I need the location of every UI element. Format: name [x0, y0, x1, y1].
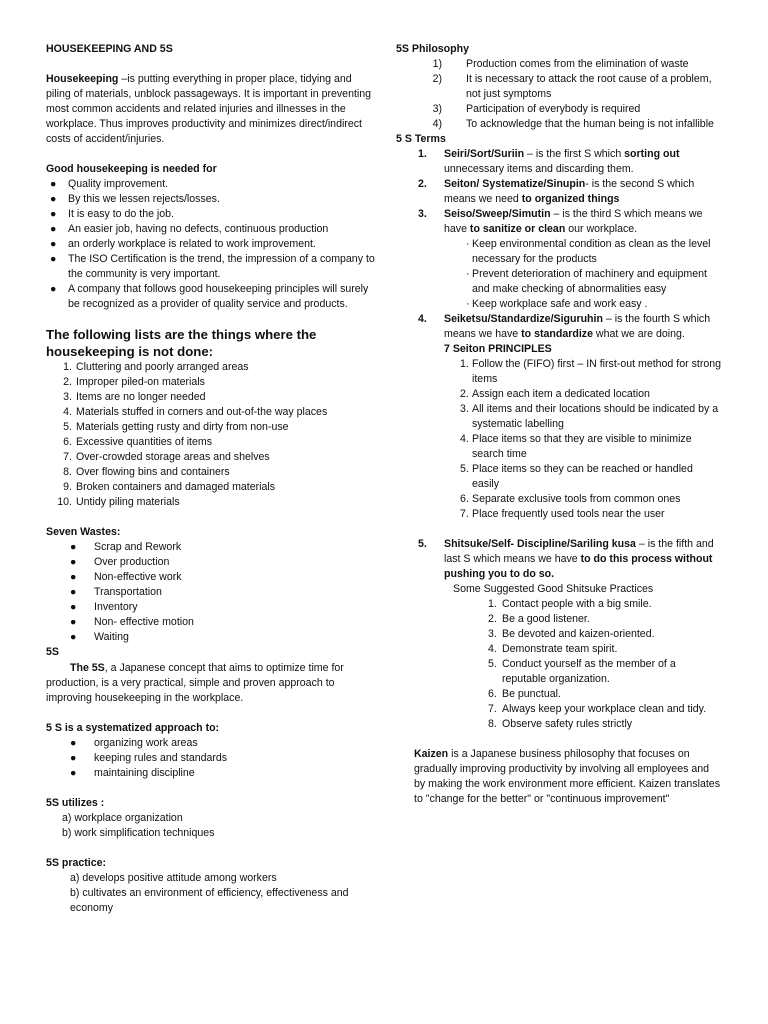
bullet-icon: ● — [70, 541, 77, 553]
terms-heading: 5 S Terms — [396, 133, 446, 145]
list-item: a) develops positive attitude among workers — [70, 872, 277, 884]
list-item: ● A company that follows good housekeeping principles will surely be recognized as a provider of quality service and products. — [46, 282, 376, 312]
list-item: ● Over production — [46, 555, 376, 570]
utilizes-heading: 5S utilizes : — [46, 797, 105, 809]
notdone-list — [46, 360, 376, 510]
list-item: 6. Excessive quantities of items — [63, 436, 213, 448]
list-item: ● Inventory — [46, 600, 376, 615]
term-seiri: 1. Seiri/Sort/Suriin – is the first S which sorting out unnecessary items and discarding them. — [418, 148, 680, 175]
list-item: ● Scrap and Rework — [46, 540, 376, 555]
list-item: ● It is easy to do the job. — [46, 207, 376, 222]
term-seiketsu: 4. Seiketsu/Standardize/Siguruhin – is the fourth S which means we have to standardize what we are doing. — [418, 313, 711, 340]
list-item: 9. Broken containers and damaged materials — [63, 481, 276, 493]
kaizen-paragraph: Kaizen is a Japanese business philosophy that focuses on gradually improving productivity by involving all employees and by making the work environment more efficient. Kaizen translates to "change for the better" or "continuous improvement" — [414, 748, 720, 805]
bullet-icon: ● — [50, 178, 57, 190]
bullet-icon: ● — [50, 283, 57, 295]
list-item: 4. Place items so that they are visible to minimize search time — [460, 433, 692, 460]
list-item: ● The ISO Certification is the trend, the impression of a company to the community is very important. — [46, 252, 376, 282]
left-column — [46, 42, 376, 916]
term-shitsuke: 5. Shitsuke/Self- Discipline/Sariling kusa – is the fifth and last S which means we have to do this process without pushing you to do so. — [418, 538, 714, 580]
wastes-heading: Seven Wastes: — [46, 526, 121, 538]
list-item: 2. Improper piled-on materials — [63, 376, 205, 388]
list-item: b) cultivates an environment of efficiency, effectiveness and economy — [70, 887, 349, 914]
list-item: 3. Items are no longer needed — [63, 391, 206, 403]
term-seiso: 3. Seiso/Sweep/Simutin – is the third S which means we have to sanitize or clean our workplace. — [418, 208, 703, 235]
bullet-icon: ● — [70, 586, 77, 598]
seiton-principles-heading: 7 Seiton PRINCIPLES — [444, 343, 552, 355]
housekeeping-term: Housekeeping — [46, 73, 119, 85]
term-seiton: 2. Seiton/ Systematize/Sinupin- is the second S which means we need to organized things — [418, 178, 695, 205]
list-item: 4) To acknowledge that the human being is not infallible — [432, 118, 714, 130]
housekeeping-def-text: –is putting everything in proper place, tidying and piling of materials, unblock passageways. It is important in preventing most common accidents and related injuries and illnesses in the workplace. Thus improves productivity and minimizes direct/indirect costs of accident/injuries. — [46, 73, 372, 145]
list-item: 7. Always keep your workplace clean and tidy. — [488, 703, 707, 715]
systematized-list — [46, 736, 376, 781]
list-item: 2. Be a good listener. — [488, 613, 590, 625]
list-item: 5. Materials getting rusty and dirty from non-use — [63, 421, 289, 433]
list-item: a) workplace organization — [62, 812, 183, 824]
document-title: HOUSEKEEPING AND 5S — [46, 43, 173, 55]
right-column — [396, 42, 722, 807]
list-item: 1. Cluttering and poorly arranged areas — [63, 361, 249, 373]
list-item: ● an orderly workplace is related to work improvement. — [46, 237, 376, 252]
list-item: 8. Over flowing bins and containers — [63, 466, 230, 478]
list-item: ● Non-effective work — [46, 570, 376, 585]
list-item: 1) Production comes from the elimination of waste — [432, 58, 689, 70]
philosophy-list — [396, 57, 722, 132]
utilizes-list — [46, 811, 376, 841]
shitsuke-heading: Some Suggested Good Shitsuke Practices — [453, 583, 654, 595]
list-item: ● An easier job, having no defects, continuous production — [46, 222, 376, 237]
list-item: 10. Untidy piling materials — [57, 496, 180, 508]
seiton-principles-list — [396, 357, 722, 522]
needed-heading: Good housekeeping is needed for — [46, 163, 217, 175]
shitsuke-list — [396, 597, 722, 732]
list-item: 3. Be devoted and kaizen-oriented. — [488, 628, 655, 640]
list-item: · Keep environmental condition as clean as the level necessary for the products — [466, 238, 711, 265]
bullet-icon: ● — [50, 193, 57, 205]
list-item: 5. Place items so they can be reached or handled easily — [460, 463, 693, 490]
bullet-icon: ● — [50, 208, 57, 220]
list-item: ● keeping rules and standards — [46, 751, 376, 766]
bullet-icon: ● — [50, 238, 57, 250]
notdone-heading: The following lists are the things where the housekeeping is not done: — [46, 327, 317, 359]
list-item: 4. Materials stuffed in corners and out-of-the way places — [63, 406, 328, 418]
list-item: 6. Separate exclusive tools from common ones — [460, 493, 681, 505]
list-item: 7. Over-crowded storage areas and shelves — [63, 451, 270, 463]
wastes-list — [46, 540, 376, 645]
list-item: 8. Observe safety rules strictly — [488, 718, 633, 730]
needed-list — [46, 177, 376, 312]
fives-heading: 5S — [46, 646, 59, 658]
bullet-icon: ● — [70, 601, 77, 613]
bullet-icon: ● — [70, 571, 77, 583]
list-item: · Keep workplace safe and work easy . — [466, 298, 648, 310]
list-item: 3. All items and their locations should be indicated by a systematic labelling — [460, 403, 719, 430]
practice-list — [46, 871, 376, 916]
philosophy-heading: 5S Philosophy — [396, 43, 469, 55]
list-item: 6. Be punctual. — [488, 688, 561, 700]
bullet-icon: ● — [70, 631, 77, 643]
list-item: ● organizing work areas — [46, 736, 376, 751]
bullet-icon: ● — [70, 616, 77, 628]
list-item: · Prevent deterioration of machinery and equipment and make checking of abnormalities easy — [466, 268, 707, 295]
list-item: ● Transportation — [46, 585, 376, 600]
practice-heading: 5S practice: — [46, 857, 107, 869]
list-item: ● Non- effective motion — [46, 615, 376, 630]
list-item: ● Waiting — [46, 630, 376, 645]
bullet-icon: ● — [70, 752, 77, 764]
bullet-icon: ● — [50, 223, 57, 235]
list-item: 4. Demonstrate team spirit. — [488, 643, 618, 655]
bullet-icon: ● — [70, 556, 77, 568]
list-item: 1. Follow the (FIFO) first – IN first-out method for strong items — [460, 358, 722, 385]
list-item: ● maintaining discipline — [46, 766, 376, 781]
list-item: 2) It is necessary to attack the root cause of a problem, not just symptoms — [432, 73, 712, 100]
seiso-sublist — [396, 237, 722, 312]
list-item: b) work simplification techniques — [62, 827, 215, 839]
list-item: 7. Place frequently used tools near the user — [460, 508, 665, 520]
bullet-icon: ● — [50, 253, 57, 265]
fives-paragraph: The 5S, a Japanese concept that aims to optimize time for production, is a very practical, simple and proven approach to improving housekeeping in the workplace. — [46, 662, 344, 704]
list-item: ● By this we lessen rejects/losses. — [46, 192, 376, 207]
bullet-icon: ● — [70, 767, 77, 779]
list-item: ● Quality improvement. — [46, 177, 376, 192]
bullet-icon: ● — [70, 737, 77, 749]
list-item: 2. Assign each item a dedicated location — [460, 388, 650, 400]
list-item: 3) Participation of everybody is required — [432, 103, 641, 115]
kaizen-term: Kaizen — [414, 748, 449, 760]
housekeeping-definition — [46, 72, 376, 147]
systematized-heading: 5 S is a systematized approach to: — [46, 722, 220, 734]
list-item: 1. Contact people with a big smile. — [488, 598, 652, 610]
list-item: 5. Conduct yourself as the member of a reputable organization. — [488, 658, 676, 685]
